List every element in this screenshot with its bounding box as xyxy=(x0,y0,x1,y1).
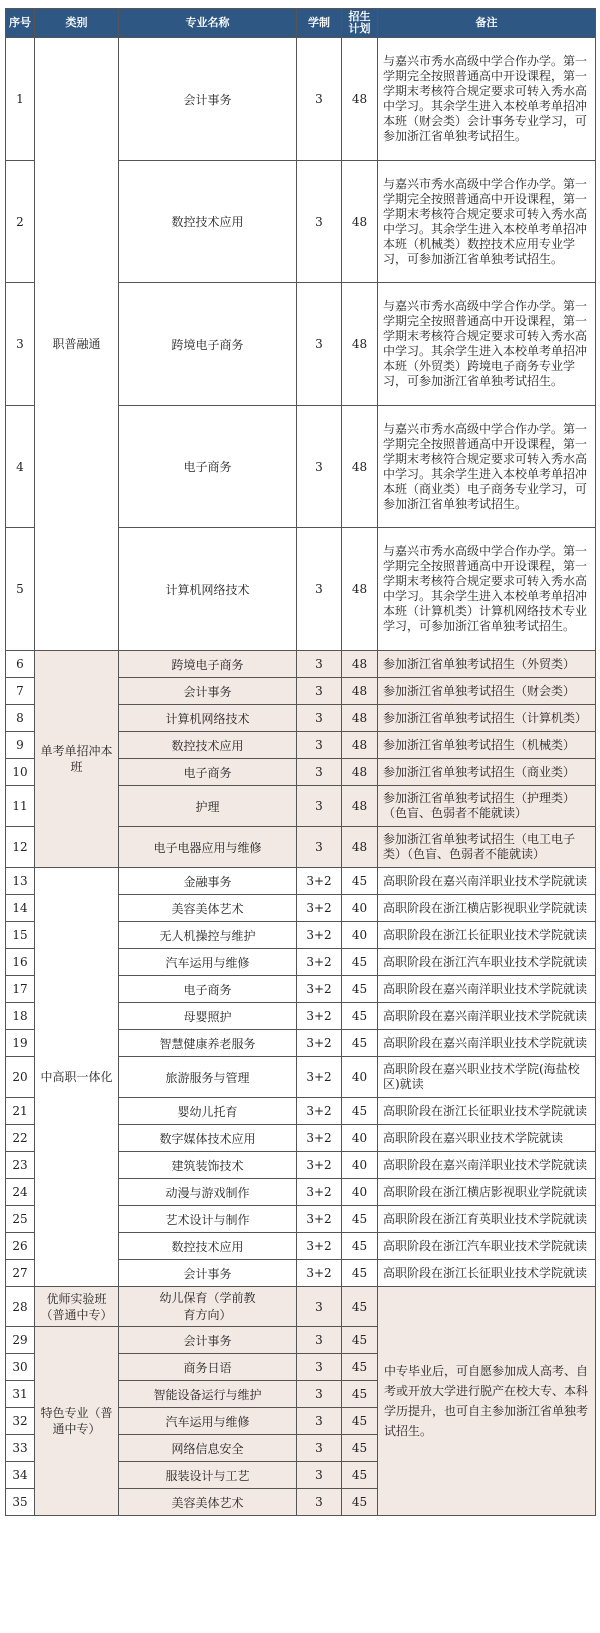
enrollment-plan: 45 xyxy=(342,1206,378,1233)
study-years: 3 xyxy=(297,283,342,406)
enrollment-plan: 48 xyxy=(342,161,378,283)
study-years: 3+2 xyxy=(297,1098,342,1125)
study-years: 3+2 xyxy=(297,1057,342,1098)
header-no: 序号 xyxy=(6,9,35,38)
row-number: 24 xyxy=(6,1179,35,1206)
row-number: 30 xyxy=(6,1354,35,1381)
note-cell: 高职阶段在浙江横店影视职业学院就读 xyxy=(378,1179,596,1206)
enrollment-plan: 45 xyxy=(342,1327,378,1354)
major-name: 网络信息安全 xyxy=(119,1435,297,1462)
major-name: 电子电器应用与维修 xyxy=(119,827,297,868)
enrollment-plan: 40 xyxy=(342,1179,378,1206)
major-name: 会计事务 xyxy=(119,38,297,161)
row-number: 17 xyxy=(6,976,35,1003)
enrollment-plan: 48 xyxy=(342,651,378,678)
note-cell: 与嘉兴市秀水高级中学合作办学。第一学期完全按照普通高中开设课程，第一学期末考核符合规定要求可转入秀水高中学习。其余学生进入本校单考单招冲本班（外贸类）跨境电子商务专业学习，可参加浙江省单独考试招生。 xyxy=(378,283,596,406)
row-number: 29 xyxy=(6,1327,35,1354)
major-name: 电子商务 xyxy=(119,976,297,1003)
row-number: 10 xyxy=(6,759,35,786)
enrollment-plan: 45 xyxy=(342,1233,378,1260)
study-years: 3+2 xyxy=(297,1179,342,1206)
major-name: 婴幼儿托育 xyxy=(119,1098,297,1125)
enrollment-plan: 40 xyxy=(342,1057,378,1098)
enrollment-plan: 45 xyxy=(342,1260,378,1287)
study-years: 3+2 xyxy=(297,868,342,895)
note-cell: 高职阶段在浙江育英职业技术学院就读 xyxy=(378,1206,596,1233)
category-cell: 职普融通 xyxy=(35,38,119,651)
enrollment-plan: 45 xyxy=(342,1354,378,1381)
note-cell: 与嘉兴市秀水高级中学合作办学。第一学期完全按照普通高中开设课程，第一学期末考核符合规定要求可转入秀水高中学习。其余学生进入本校单考单招冲本班（财会类）会计事务专业学习，可参加浙江省单独考试招生。 xyxy=(378,38,596,161)
study-years: 3 xyxy=(297,406,342,528)
enrollment-plan: 48 xyxy=(342,283,378,406)
major-name: 智能设备运行与维护 xyxy=(119,1381,297,1408)
enrollment-plan: 40 xyxy=(342,1125,378,1152)
category-cell: 优师实验班（普通中专） xyxy=(35,1287,119,1327)
major-name: 美容美体艺术 xyxy=(119,895,297,922)
row-number: 11 xyxy=(6,786,35,827)
category-cell: 特色专业（普通中专） xyxy=(35,1327,119,1516)
study-years: 3+2 xyxy=(297,1233,342,1260)
study-years: 3+2 xyxy=(297,1206,342,1233)
major-name: 数控技术应用 xyxy=(119,732,297,759)
table-row xyxy=(6,868,596,895)
major-name: 建筑装饰技术 xyxy=(119,1152,297,1179)
enrollment-plan: 45 xyxy=(342,1489,378,1516)
note-cell: 高职阶段在浙江长征职业技术学院就读 xyxy=(378,1098,596,1125)
note-cell: 参加浙江省单独考试招生（外贸类） xyxy=(378,651,596,678)
enrollment-plan: 48 xyxy=(342,732,378,759)
major-name: 母婴照护 xyxy=(119,1003,297,1030)
enrollment-plan: 40 xyxy=(342,922,378,949)
note-cell: 与嘉兴市秀水高级中学合作办学。第一学期完全按照普通高中开设课程，第一学期末考核符合规定要求可转入秀水高中学习。其余学生进入本校单考单招冲本班（机械类）数控技术应用专业学习，可参加浙江省单独考试招生。 xyxy=(378,161,596,283)
row-number: 28 xyxy=(6,1287,35,1327)
enrollment-plan: 45 xyxy=(342,1098,378,1125)
row-number: 33 xyxy=(6,1435,35,1462)
row-number: 23 xyxy=(6,1152,35,1179)
major-name: 计算机网络技术 xyxy=(119,705,297,732)
note-cell: 参加浙江省单独考试招生（财会类） xyxy=(378,678,596,705)
header-plan xyxy=(342,9,378,38)
study-years: 3+2 xyxy=(297,949,342,976)
note-cell: 高职阶段在浙江横店影视职业学院就读 xyxy=(378,895,596,922)
major-name: 跨境电子商务 xyxy=(119,651,297,678)
study-years: 3 xyxy=(297,38,342,161)
major-name: 电子商务 xyxy=(119,759,297,786)
enrollment-plan: 48 xyxy=(342,678,378,705)
study-years: 3 xyxy=(297,827,342,868)
row-number: 35 xyxy=(6,1489,35,1516)
study-years: 3+2 xyxy=(297,1003,342,1030)
enrollment-plan: 45 xyxy=(342,1287,378,1327)
row-number: 15 xyxy=(6,922,35,949)
major-name: 护理 xyxy=(119,786,297,827)
row-number: 4 xyxy=(6,406,35,528)
study-years: 3 xyxy=(297,1462,342,1489)
study-years: 3 xyxy=(297,1287,342,1327)
note-cell: 参加浙江省单独考试招生（计算机类） xyxy=(378,705,596,732)
study-years: 3 xyxy=(297,705,342,732)
header-years: 学制 xyxy=(297,9,342,38)
major-name: 旅游服务与管理 xyxy=(119,1057,297,1098)
note-cell: 高职阶段在浙江汽车职业技术学院就读 xyxy=(378,949,596,976)
header-note: 备注 xyxy=(378,9,596,38)
row-number: 26 xyxy=(6,1233,35,1260)
row-number: 8 xyxy=(6,705,35,732)
major-name: 数控技术应用 xyxy=(119,161,297,283)
major-name: 服装设计与工艺 xyxy=(119,1462,297,1489)
enrollment-plan: 48 xyxy=(342,759,378,786)
row-number: 31 xyxy=(6,1381,35,1408)
major-name: 跨境电子商务 xyxy=(119,283,297,406)
study-years: 3 xyxy=(297,1354,342,1381)
note-cell: 与嘉兴市秀水高级中学合作办学。第一学期完全按照普通高中开设课程，第一学期末考核符合规定要求可转入秀水高中学习。其余学生进入本校单考单招冲本班（计算机类）计算机网络技术专业学习，可参加浙江省单独考试招生。 xyxy=(378,528,596,651)
enrollment-plan: 45 xyxy=(342,1003,378,1030)
row-number: 3 xyxy=(6,283,35,406)
note-cell: 高职阶段在嘉兴职业技术学院就读 xyxy=(378,1125,596,1152)
major-name: 计算机网络技术 xyxy=(119,528,297,651)
study-years: 3 xyxy=(297,678,342,705)
row-number: 21 xyxy=(6,1098,35,1125)
enrollment-plan: 45 xyxy=(342,1030,378,1057)
row-number: 1 xyxy=(6,38,35,161)
enrollment-table xyxy=(5,8,596,1516)
major-name: 幼儿保育（学前教育方向） xyxy=(119,1287,297,1327)
row-number: 32 xyxy=(6,1408,35,1435)
header-plan-label: 招生计划 xyxy=(348,10,371,35)
major-name: 会计事务 xyxy=(119,1260,297,1287)
header-category: 类别 xyxy=(35,9,119,38)
row-number: 34 xyxy=(6,1462,35,1489)
note-cell: 高职阶段在嘉兴南洋职业技术学院就读 xyxy=(378,1030,596,1057)
category-cell: 中高职一体化 xyxy=(35,868,119,1287)
study-years: 3+2 xyxy=(297,1260,342,1287)
enrollment-plan: 48 xyxy=(342,528,378,651)
study-years: 3+2 xyxy=(297,1030,342,1057)
major-name: 美容美体艺术 xyxy=(119,1489,297,1516)
note-cell: 参加浙江省单独考试招生（商业类） xyxy=(378,759,596,786)
enrollment-table-container xyxy=(5,8,596,1516)
shared-note-cell: 中专毕业后，可自愿参加成人高考、自考或开放大学进行脱产在校大专、本科学历提升，也可自主参加浙江省单独考试招生。 xyxy=(378,1287,596,1516)
study-years: 3 xyxy=(297,651,342,678)
major-name: 智慧健康养老服务 xyxy=(119,1030,297,1057)
header-row xyxy=(6,9,596,38)
enrollment-plan: 40 xyxy=(342,1152,378,1179)
row-number: 13 xyxy=(6,868,35,895)
note-cell: 高职阶段在嘉兴南洋职业技术学院就读 xyxy=(378,868,596,895)
enrollment-plan: 40 xyxy=(342,895,378,922)
row-number: 25 xyxy=(6,1206,35,1233)
row-number: 22 xyxy=(6,1125,35,1152)
major-name: 会计事务 xyxy=(119,1327,297,1354)
study-years: 3 xyxy=(297,1408,342,1435)
enrollment-plan: 45 xyxy=(342,1381,378,1408)
major-name: 汽车运用与维修 xyxy=(119,1408,297,1435)
row-number: 18 xyxy=(6,1003,35,1030)
row-number: 19 xyxy=(6,1030,35,1057)
table-row xyxy=(6,651,596,678)
major-name: 金融事务 xyxy=(119,868,297,895)
enrollment-plan: 45 xyxy=(342,1408,378,1435)
study-years: 3 xyxy=(297,1381,342,1408)
major-name: 电子商务 xyxy=(119,406,297,528)
note-cell: 高职阶段在嘉兴职业技术学院(海盐校区)就读 xyxy=(378,1057,596,1098)
major-name: 艺术设计与制作 xyxy=(119,1206,297,1233)
study-years: 3 xyxy=(297,1435,342,1462)
study-years: 3+2 xyxy=(297,1152,342,1179)
major-name: 商务日语 xyxy=(119,1354,297,1381)
row-number: 12 xyxy=(6,827,35,868)
enrollment-plan: 45 xyxy=(342,1435,378,1462)
major-name: 动漫与游戏制作 xyxy=(119,1179,297,1206)
note-cell: 高职阶段在嘉兴南洋职业技术学院就读 xyxy=(378,1003,596,1030)
table-row xyxy=(6,38,596,161)
row-number: 9 xyxy=(6,732,35,759)
study-years: 3+2 xyxy=(297,1125,342,1152)
note-cell: 参加浙江省单独考试招生（机械类） xyxy=(378,732,596,759)
study-years: 3 xyxy=(297,732,342,759)
row-number: 14 xyxy=(6,895,35,922)
row-number: 2 xyxy=(6,161,35,283)
enrollment-plan: 48 xyxy=(342,38,378,161)
study-years: 3 xyxy=(297,1489,342,1516)
study-years: 3 xyxy=(297,1327,342,1354)
enrollment-plan: 48 xyxy=(342,705,378,732)
enrollment-plan: 45 xyxy=(342,1462,378,1489)
note-cell: 高职阶段在浙江长征职业技术学院就读 xyxy=(378,1260,596,1287)
enrollment-plan: 48 xyxy=(342,406,378,528)
row-number: 16 xyxy=(6,949,35,976)
note-cell: 高职阶段在嘉兴南洋职业技术学院就读 xyxy=(378,976,596,1003)
table-body xyxy=(6,38,596,1516)
major-name: 无人机操控与维护 xyxy=(119,922,297,949)
study-years: 3 xyxy=(297,759,342,786)
study-years: 3+2 xyxy=(297,895,342,922)
row-number: 6 xyxy=(6,651,35,678)
study-years: 3 xyxy=(297,528,342,651)
study-years: 3 xyxy=(297,786,342,827)
enrollment-plan: 48 xyxy=(342,827,378,868)
major-name: 会计事务 xyxy=(119,678,297,705)
enrollment-plan: 45 xyxy=(342,949,378,976)
row-number: 27 xyxy=(6,1260,35,1287)
note-cell: 高职阶段在浙江长征职业技术学院就读 xyxy=(378,922,596,949)
table-row xyxy=(6,1287,596,1327)
enrollment-plan: 45 xyxy=(342,868,378,895)
major-name: 数字媒体技术应用 xyxy=(119,1125,297,1152)
note-cell: 与嘉兴市秀水高级中学合作办学。第一学期完全按照普通高中开设课程，第一学期末考核符合规定要求可转入秀水高中学习。其余学生进入本校单考单招冲本班（商业类）电子商务专业学习，可参加浙江省单独考试招生。 xyxy=(378,406,596,528)
category-cell: 单考单招冲本班 xyxy=(35,651,119,868)
enrollment-plan: 48 xyxy=(342,786,378,827)
major-name: 数控技术应用 xyxy=(119,1233,297,1260)
note-cell: 参加浙江省单独考试招生（护理类）（色盲、色弱者不能就读） xyxy=(378,786,596,827)
enrollment-plan: 45 xyxy=(342,976,378,1003)
row-number: 20 xyxy=(6,1057,35,1098)
note-cell: 高职阶段在嘉兴南洋职业技术学院就读 xyxy=(378,1152,596,1179)
study-years: 3+2 xyxy=(297,976,342,1003)
header-major: 专业名称 xyxy=(119,9,297,38)
study-years: 3 xyxy=(297,161,342,283)
row-number: 7 xyxy=(6,678,35,705)
major-name: 汽车运用与维修 xyxy=(119,949,297,976)
note-cell: 参加浙江省单独考试招生（电工电子类）（色盲、色弱者不能就读） xyxy=(378,827,596,868)
study-years: 3+2 xyxy=(297,922,342,949)
row-number: 5 xyxy=(6,528,35,651)
note-cell: 高职阶段在浙江汽车职业技术学院就读 xyxy=(378,1233,596,1260)
